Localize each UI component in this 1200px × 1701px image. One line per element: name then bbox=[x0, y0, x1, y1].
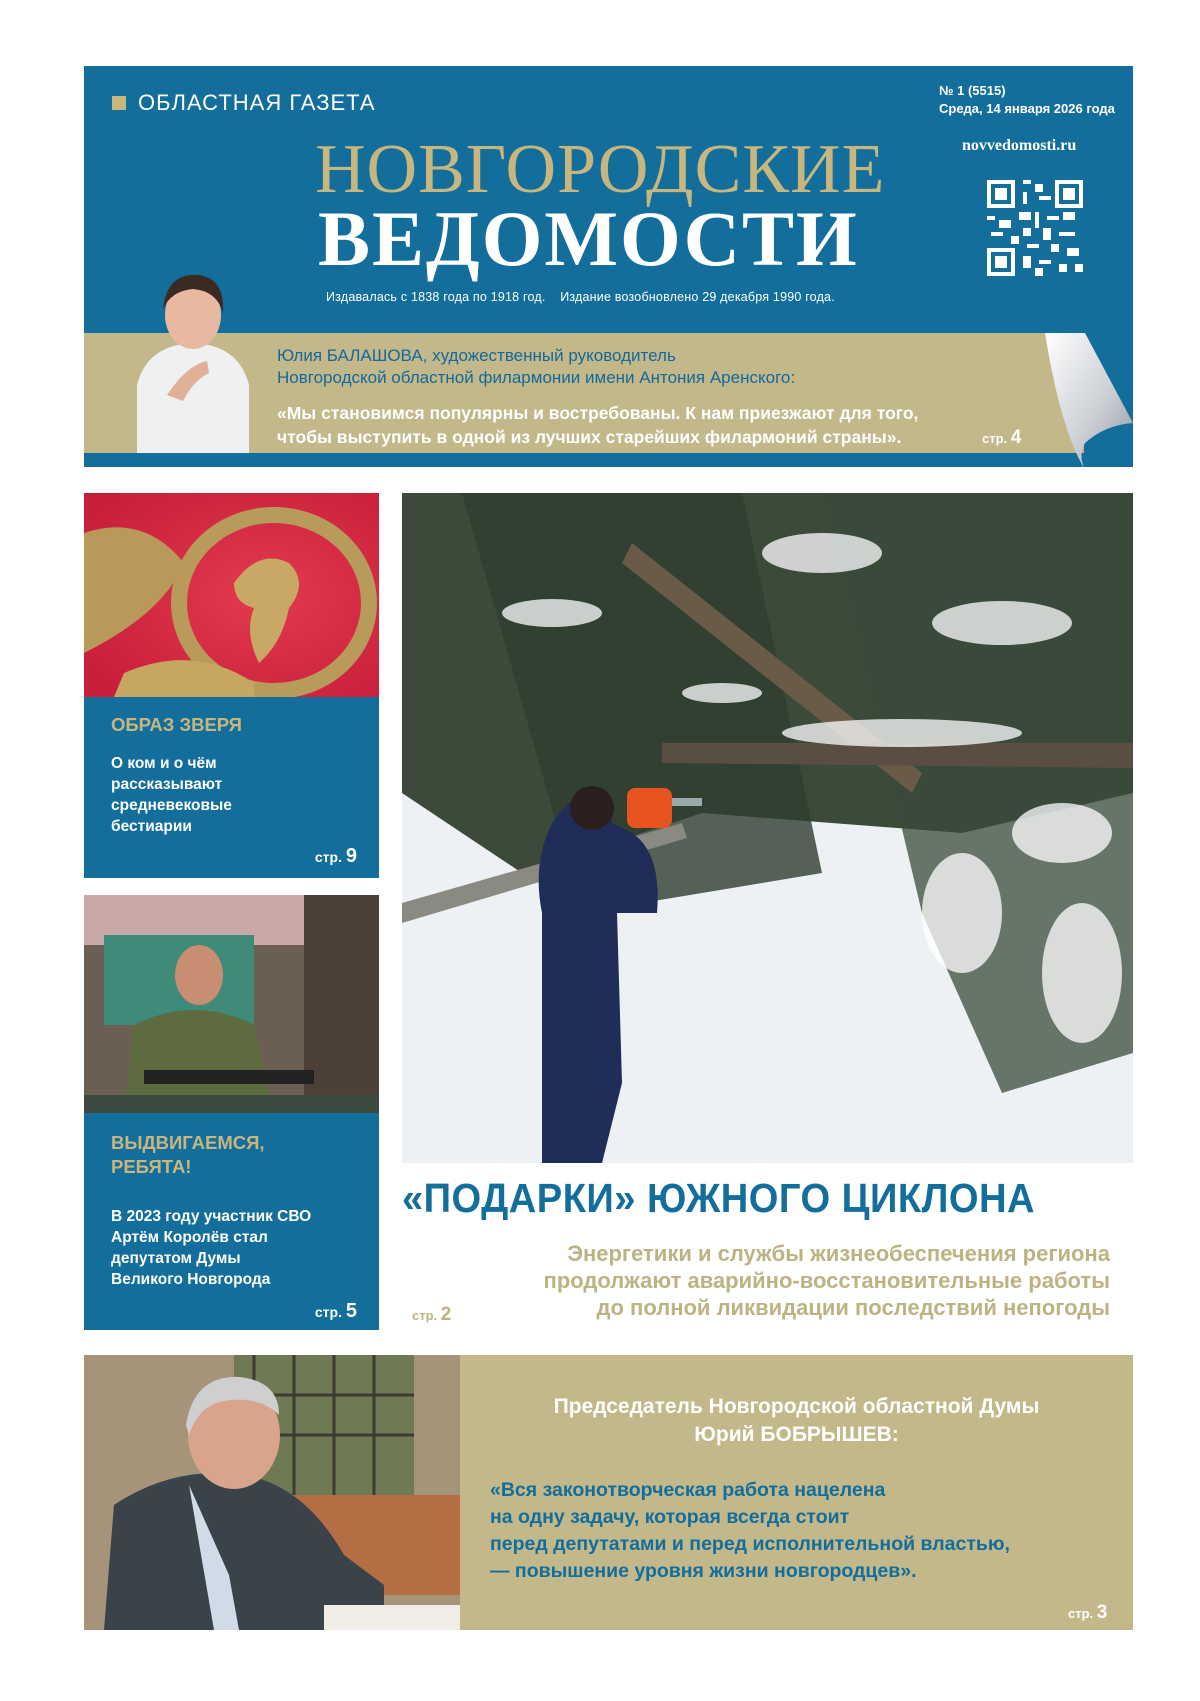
kicker bbox=[112, 90, 376, 116]
card-text: В 2023 году участник СВО Артём Королёв стал депутатом Думы Великого Новгорода bbox=[111, 1208, 312, 1288]
publication-history: Издавалась с 1838 года по 1918 год. Издание возобновлено 29 декабря 1990 года. bbox=[326, 290, 835, 304]
bestiary-photo bbox=[84, 493, 379, 697]
lead-page-ref[interactable]: стр. 2 bbox=[412, 1304, 452, 1325]
issue-date: Среда, 14 января 2026 года bbox=[939, 101, 1115, 116]
quote-page-ref[interactable]: стр. 3 bbox=[1068, 1602, 1108, 1623]
promo-quote: «Мы становимся популярны и востребованы. К нам приезжают для того, чтобы выступить в одной из лучших старейших филармоний страны». bbox=[277, 403, 919, 447]
website-link[interactable]: novvedomosti.ru bbox=[962, 137, 1077, 154]
newspaper-title-line1: НОВГОРОДСКИЕ bbox=[315, 131, 886, 208]
promo-speaker: Юлия БАЛАШОВА, художественный руководитель Новгородской областной филармонии имени Антония Аренского: bbox=[277, 346, 796, 387]
card-page-ref[interactable]: стр. 5 bbox=[314, 1300, 357, 1322]
issue-number: № 1 (5515) bbox=[939, 83, 1006, 98]
kicker-text: ОБЛАСТНАЯ ГАЗЕТА bbox=[138, 90, 376, 115]
square-bullet-icon bbox=[112, 96, 126, 110]
card-bestiary[interactable] bbox=[84, 697, 379, 878]
newspaper-title-line2: ВЕДОМОСТИ bbox=[318, 195, 859, 282]
soldier-photo bbox=[84, 895, 379, 1113]
balashova-portrait bbox=[127, 265, 259, 453]
bobryshev-photo bbox=[84, 1355, 460, 1630]
lead-photo-snow-forest bbox=[402, 493, 1133, 1163]
promo-page-ref[interactable]: стр. 4 bbox=[982, 427, 1022, 448]
card-title: ВЫДВИГАЕМСЯ, РЕБЯТА! bbox=[111, 1132, 265, 1177]
page-curl-icon bbox=[965, 333, 1135, 473]
speaker-quote: «Вся законотворческая работа нацелена на одну задачу, которая всегда стоит перед депутатами и перед исполнительной властью, — повышение уровня жизни новгородцев». bbox=[490, 1479, 1010, 1582]
quote-speaker: Председатель Новгородской областной Думы Юрий БОБРЫШЕВ: bbox=[553, 1395, 1040, 1446]
qr-code-icon[interactable] bbox=[987, 180, 1083, 276]
card-page-ref[interactable]: стр. 9 bbox=[314, 845, 357, 867]
card-text: О ком и о чём рассказывают средневековые бестиарии bbox=[111, 755, 232, 835]
card-title: ОБРАЗ ЗВЕРЯ bbox=[111, 714, 242, 735]
lead-deck: Энергетики и службы жизнеобеспечения региона продолжают аварийно-восстановительные работы до полной ликвидации последствий непогоды bbox=[543, 1241, 1110, 1320]
issue-info bbox=[939, 82, 1115, 118]
card-candidates[interactable] bbox=[84, 1113, 379, 1330]
lead-headline[interactable]: «ПОДАРКИ» ЮЖНОГО ЦИКЛОНА bbox=[402, 1175, 1035, 1221]
